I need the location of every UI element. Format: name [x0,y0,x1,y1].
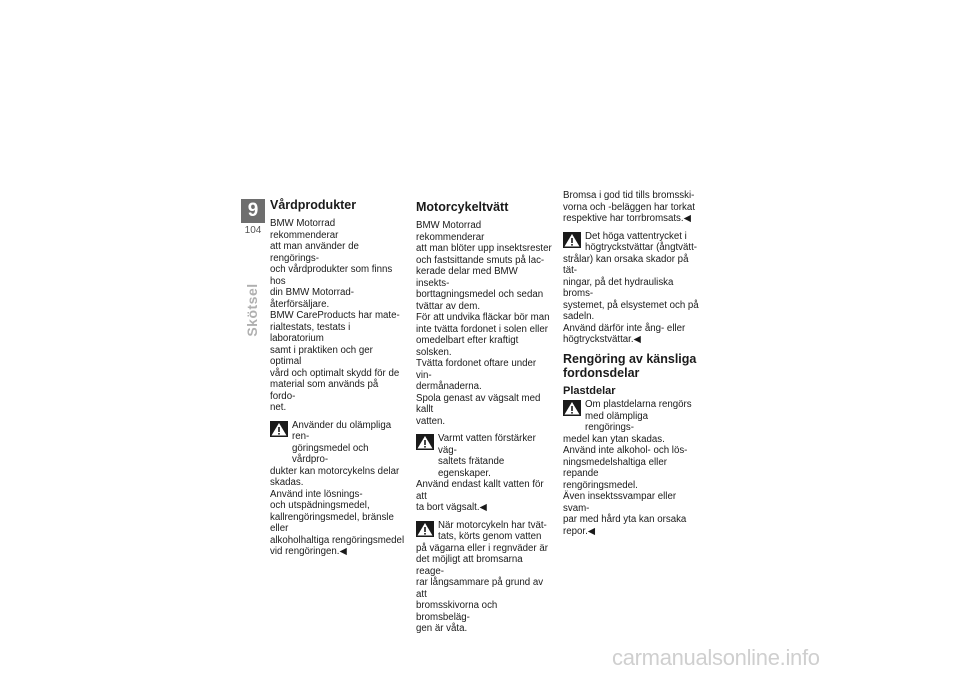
warning-2-continuation: Använd endast kallt vatten för att ta bort vägsalt.◀ [416,479,544,513]
warning-4-side-text: Det höga vattentrycket i högtryckstvättar (ångtvätt- [585,230,697,253]
warning-3-continuation: på vägarna eller i regnväder är det möjligt att bromsarna reage- rar långsammare på grund av att bromsskivorna och bromsbeläg- gen är våta. [416,542,548,634]
column-3 [563,190,699,537]
warning-2-side-text: Varmt vatten förstärker väg- saltets frätande egenskaper. [438,433,536,479]
paragraph-care-products: BMW Motorrad rekommenderar att man använder de rengörings- och vårdprodukter som finns hos din BMW Motorrad-återförsäljare. BMW CareProducts har mate- rialtestats, testats i laboratorium samt i praktiken och ger optimal vård och optimalt skydd för de material som används på fordo- net. [270,218,400,413]
watermark-text: carmanualsonline.info [612,645,820,670]
page-number: 104 [244,225,262,236]
warning-1-continuation: dukter kan motorcykelns delar skadas. Använd inte lösnings- och utspädningsmedel, kallrengöringsmedel, bränsle eller alkoholhaltiga rengöringsmedel vid rengöringen.◀ [270,465,405,557]
warning-triangle-icon [416,434,434,450]
warning-5-side-text: Om plastdelarna rengörs med olämpliga rengörings- [585,399,692,433]
warning-5-continuation: medel kan ytan skadas. Använd inte alkohol- och lös- ningsmedelshaltiga eller repande rengöringsmedel. Även insektssvampar eller svam- par med hård yta kan orsaka repor.◀ [563,433,688,537]
column-2 [416,198,552,635]
warning-triangle-icon [563,400,581,416]
warning-triangle-icon [563,232,581,248]
warning-triangle-icon [270,421,288,437]
column-1 [270,196,406,558]
warning-block-3 [416,520,552,543]
warning-block-4 [563,231,699,254]
chapter-number-tab: 9 [241,199,265,223]
paragraph-brake-drying: Bromsa i god tid tills bromsski- vorna och -beläggen har torkat respektive har torrbromsats.◀ [563,190,695,224]
section-title-vertical: Skötsel [244,283,260,337]
warning-4-continuation: strålar) kan orsaka skador på tät- ningar, på det hydrauliska broms- systemet, på elsystemet och på sadeln. Använd därför inte ång- eller högtryckstvättar.◀ [563,253,699,345]
paragraph-washing: BMW Motorrad rekommenderar att man blöter upp insektsrester och fastsittande smuts på lac- kerade delar med BMW insekts- borttagningsmedel och sedan tvättar av dem. För att undvika fläckar bör man inte tvätta fordonet i solen eller omedelbart efter kraftigt solsken. Tvätta fordonet oftare under vin- dermånaderna. Spola genast av vägsalt med kallt vatten. [416,220,552,427]
warning-block-1 [270,420,406,466]
heading-sensitive-parts: Rengöring av känsliga fordonsdelar [563,351,697,380]
warning-1-side-text: Använder du olämpliga ren- göringsmedel och vårdpro- [292,419,392,465]
heading-motorcykeltvatt: Motorcykeltvätt [416,200,509,214]
warning-3-side-text: När motorcykeln har tvät- tats, körts genom vatten [438,519,547,542]
warning-block-2 [416,433,552,479]
heading-vardprodukter: Vårdprodukter [270,198,357,212]
warning-block-5 [563,399,699,434]
subheading-plastdelar: Plastdelar [563,384,616,397]
warning-triangle-icon [416,521,434,537]
